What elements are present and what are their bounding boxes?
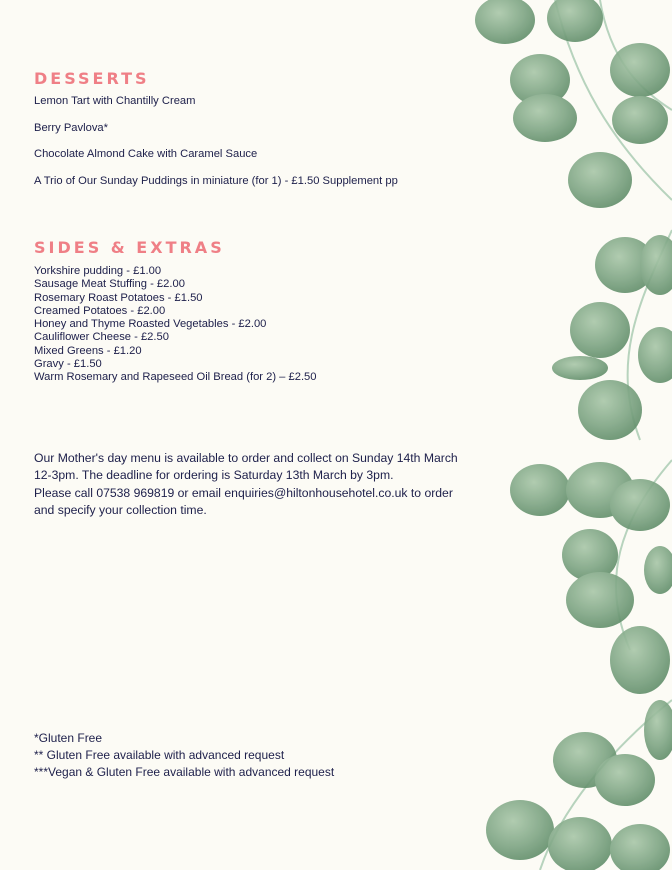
side-item: Gravy - £1.50 [34, 358, 102, 371]
side-item: Rosemary Roast Potatoes - £1.50 [34, 291, 203, 304]
dietary-notes [34, 730, 334, 780]
side-item: Sausage Meat Stuffing - £2.00 [34, 278, 185, 291]
dessert-item: Chocolate Almond Cake with Caramel Sauce [34, 148, 258, 160]
dietary-note: ***Vegan & Gluten Free available with advanced request [34, 764, 335, 779]
side-item: Yorkshire pudding - £1.00 [34, 265, 162, 277]
side-item: Cauliflower Cheese - £2.50 [34, 331, 169, 344]
dietary-note: ** Gluten Free available with advanced request [34, 747, 285, 762]
info-line: 12-3pm. The deadline for ordering is Saturday 13th March by 3pm. [34, 468, 394, 483]
dessert-item: Lemon Tart with Chantilly Cream [34, 95, 196, 107]
sides-heading: SIDES & EXTRAS [34, 238, 225, 257]
desserts-heading: DESSERTS [34, 69, 150, 88]
ordering-info [34, 450, 514, 520]
side-item: Creamed Potatoes - £2.00 [34, 304, 166, 317]
side-item: Mixed Greens - £1.20 [34, 344, 142, 357]
info-line: and specify your collection time. [34, 503, 207, 518]
sides-list [34, 265, 317, 385]
side-item: Honey and Thyme Roasted Vegetables - £2.00 [34, 318, 267, 331]
info-line: Please call 07538 969819 or email enquiries@hiltonhousehotel.co.uk to order [34, 485, 453, 500]
side-item: Warm Rosemary and Rapeseed Oil Bread (for 2) – £2.50 [34, 371, 317, 384]
dietary-note: *Gluten Free [34, 731, 103, 745]
dessert-item: Berry Pavlova* [34, 122, 108, 134]
info-line: Our Mother's day menu is available to order and collect on Sunday 14th March [34, 451, 458, 465]
dessert-item: A Trio of Our Sunday Puddings in miniature (for 1) - £1.50 Supplement pp [34, 175, 398, 187]
